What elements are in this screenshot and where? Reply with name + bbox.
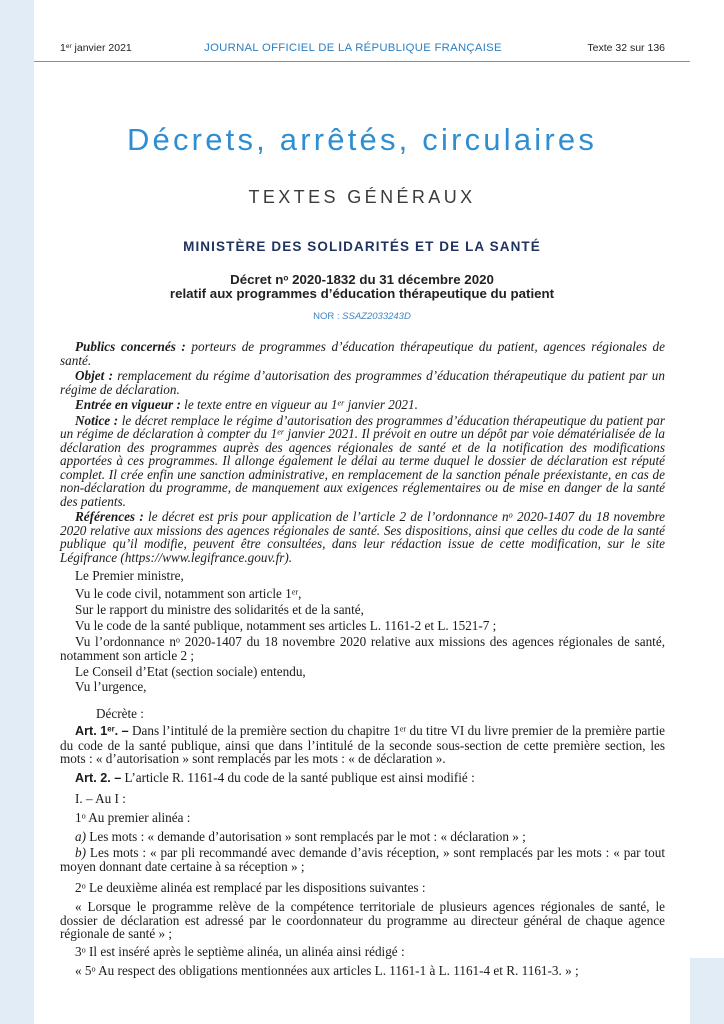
summary-entree-sup: er	[337, 398, 345, 408]
nor-reference	[0, 311, 724, 322]
item-3-sup: o	[81, 945, 86, 955]
item-2-sup: o	[81, 881, 86, 891]
preamble-civil-code-sup: er	[291, 587, 299, 597]
preamble-civil-code-end: ,	[298, 586, 302, 601]
article-2-sub-a	[60, 830, 665, 844]
nor-code: SSAZ2033243D	[342, 311, 411, 322]
summary-references-text: le décret est pris pour application de l’article 2 de l’ordonnance n	[143, 509, 509, 524]
article-2-item-2-quote: « Lorsque le programme relève de la compétence territoriale de plusieurs agences régionales de santé, le dossier de déclaration est adressé par le coordonnateur du programme au directeur général de chaque agence régionale de santé » ;	[60, 899, 665, 941]
header-date-rest: janvier 2021	[71, 42, 132, 54]
summary-objet-label: Objet :	[75, 368, 113, 383]
decree-title-post: 2020-1832 du 31 décembre 2020	[288, 272, 494, 287]
journal-title: JOURNAL OFFICIEL DE LA RÉPUBLIQUE FRANÇAISE	[204, 42, 502, 54]
section-title: Décrets, arrêtés, circulaires	[126, 122, 598, 157]
item-1-number: 1	[75, 810, 82, 825]
article-2-item-1	[60, 811, 665, 825]
preamble-ordinance-sup: o	[175, 635, 181, 645]
article-2-item-2	[60, 881, 665, 895]
page-corner-band	[690, 958, 724, 1024]
summary-notice-text: le décret remplace le régime d’autorisation des programmes d’éducation thérapeutique du patient par un régime de déclaration à compter du 1	[60, 412, 666, 441]
sub-a-text: Les mots : « demande d’autorisation » sont remplacés par le mot : « déclaration » ;	[86, 829, 526, 844]
article-2-section-i: I. – Au I :	[75, 791, 126, 806]
decree-title	[0, 273, 724, 287]
item-3-text: Il est inséré après le septième alinéa, un alinéa ainsi rédigé :	[85, 944, 405, 959]
article-1-label-sup: er	[107, 724, 115, 734]
nor-label: NOR :	[313, 311, 343, 322]
summary-publics	[60, 340, 665, 367]
page-counter: Texte 32 sur 136	[587, 42, 665, 54]
summary-references-label: Références :	[75, 509, 144, 524]
preamble-minister: Le Premier ministre,	[75, 568, 184, 583]
preamble-ordinance-text: Vu l’ordonnance n	[75, 634, 176, 649]
item-3-quote-start: « 5	[75, 963, 92, 978]
item-2-number: 2	[75, 880, 82, 895]
decree-title-sup: o	[283, 273, 289, 283]
summary-entree-text-end: janvier 2021.	[344, 397, 418, 412]
article-1-label-text: Art. 1	[75, 724, 108, 738]
decree-body	[60, 340, 665, 978]
header-rule	[34, 61, 690, 62]
article-1	[60, 724, 665, 766]
sub-b-letter: b)	[75, 845, 86, 860]
preamble-ordinance	[60, 635, 665, 662]
summary-entree	[60, 398, 665, 412]
preamble-public-health-code: Vu le code de la santé publique, notamment ses articles L. 1161-2 et L. 1521-7 ;	[75, 618, 497, 633]
summary-notice-label: Notice :	[75, 412, 119, 428]
article-1-text: Dans l’intitulé de la première section du chapitre 1	[128, 723, 400, 738]
article-1-text-sup: er	[399, 724, 407, 734]
summary-notice	[60, 414, 665, 509]
article-1-label	[75, 724, 129, 738]
header-date-sup: er	[65, 43, 72, 51]
article-1-label-end: . –	[114, 724, 129, 738]
summary-references-text-end: 2020-1407 du 18 novembre 2020 relative aux missions des agences régionales de santé. Ses dispositions, ainsi que celles du code de la santé publique qu’il modifie, peuvent être consultées, dans leur rédaction issue de cette modification, sur le site Légifrance (https://www.legifrance.gouv.fr).	[60, 509, 665, 565]
sub-a-letter: a)	[75, 829, 86, 844]
summary-notice-sup: er	[277, 427, 285, 437]
summary-references	[60, 510, 665, 564]
summary-notice-text-end: janvier 2021. Il prévoit en outre un dépôt par voie dématérialisée de la déclaration des programmes auprès des agences régionales de santé et de la notification des modifications apportées à ces programmes. Il allonge également le délai au terme duquel le dossier de déclaration est réputé complet. Il crée enfin une sanction administrative, en remplacement de la sanction pénale préexistante, en cas de non-déclaration du programme, de manquement aux exigences réglementaires ou de mise en danger de la santé des patients.	[60, 426, 665, 509]
item-3-number: 3	[75, 944, 82, 959]
item-2-text: Le deuxième alinéa est remplacé par les dispositions suivantes :	[85, 880, 426, 895]
decree-subtitle: relatif aux programmes d’éducation thérapeutique du patient	[169, 286, 555, 301]
category-title: TEXTES GÉNÉRAUX	[248, 187, 476, 207]
article-2-item-3	[60, 945, 665, 959]
header-date	[60, 42, 132, 54]
article-2-sub-b	[60, 846, 665, 873]
summary-entree-text: le texte entre en vigueur au 1	[180, 397, 338, 412]
preamble-urgency: Vu l’urgence,	[75, 678, 147, 694]
summary-block	[60, 340, 665, 564]
enacting-clause: Décrète :	[96, 706, 144, 721]
article-2-label: Art. 2. –	[75, 771, 122, 785]
summary-objet-text: remplacement du régime d’autorisation des programmes d’éducation thérapeutique du patient par un régime de déclaration.	[60, 368, 665, 397]
sub-b-text: Les mots : « par pli recommandé avec demande d’avis réception, » sont remplacés par les mots : « par tout moyen donnant date certaine à sa réception » ;	[60, 845, 665, 874]
item-1-text: Au premier alinéa :	[85, 810, 191, 825]
article-1-text-end: du titre VI du livre premier de la première partie du code de la santé publique, ainsi que dans l’intitulé de la seconde sous-section de cette première section, les mots : « d’autorisation » sont remplacés par les mots : « de déclaration ».	[60, 723, 665, 766]
preamble-council: Le Conseil d’Etat (section sociale) entendu,	[75, 663, 306, 679]
preamble-ordinance-end: 2020-1407 du 18 novembre 2020 relative aux missions des agences régionales de santé, notamment son article 2 ;	[60, 634, 665, 663]
preamble-civil-code-text: Vu le code civil, notamment son article 1	[75, 586, 292, 601]
item-3-quote-end: Au respect des obligations mentionnées aux articles L. 1161-1 à L. 1161-4 et R. 1161-3. » ;	[95, 963, 579, 978]
summary-publics-label: Publics concernés :	[75, 339, 186, 354]
article-2-intro: L’article R. 1161-4 du code de la santé publique est ainsi modifié :	[121, 770, 475, 785]
preamble-report: Sur le rapport du ministre des solidarités et de la santé,	[75, 602, 364, 617]
preamble-block	[60, 569, 665, 693]
item-1-sup: o	[81, 811, 86, 821]
header-date-day: 1	[60, 42, 66, 54]
decree-title-pre: Décret n	[230, 272, 284, 287]
preamble-civil-code	[60, 587, 665, 601]
ministry-name: MINISTÈRE DES SOLIDARITÉS ET DE LA SANTÉ	[183, 239, 541, 254]
summary-references-sup: o	[508, 510, 513, 520]
article-2-item-3-quote	[60, 964, 665, 978]
summary-publics-text: porteurs de programmes d’éducation thérapeutique du patient, agences régionales de santé.	[60, 339, 665, 368]
summary-objet	[60, 369, 665, 396]
summary-entree-label: Entrée en vigueur :	[75, 397, 181, 412]
item-3-quote-sup: o	[91, 964, 96, 974]
article-2	[60, 771, 665, 786]
